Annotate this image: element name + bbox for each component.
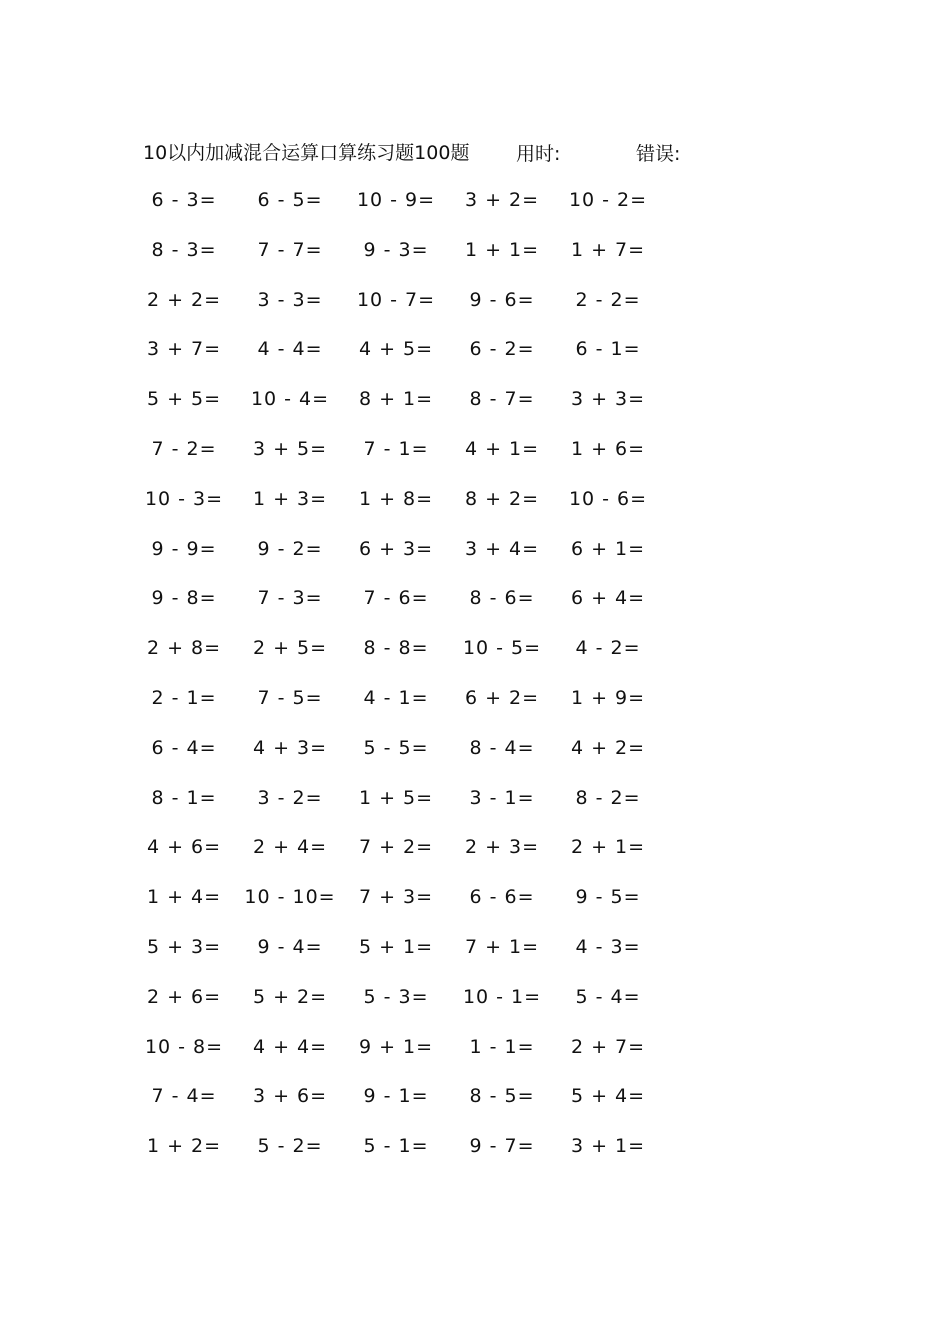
arithmetic-problem: 2 + 2=	[146, 289, 222, 311]
arithmetic-problem: 10 - 1=	[462, 986, 542, 1008]
arithmetic-problem: 1 + 3=	[252, 488, 328, 510]
arithmetic-problem: 4 + 4=	[252, 1036, 328, 1058]
arithmetic-problem: 10 - 4=	[250, 388, 330, 410]
arithmetic-problem: 4 - 1=	[363, 687, 429, 709]
arithmetic-problem: 2 - 2=	[575, 289, 641, 311]
arithmetic-problem: 6 + 4=	[570, 587, 646, 609]
errors-label: 错误:	[636, 143, 681, 165]
arithmetic-problem: 8 - 8=	[363, 637, 429, 659]
arithmetic-problem: 3 - 3=	[257, 289, 323, 311]
arithmetic-problem: 7 - 2=	[151, 438, 217, 460]
arithmetic-problem: 7 - 5=	[257, 687, 323, 709]
arithmetic-problem: 5 - 2=	[257, 1135, 323, 1157]
arithmetic-problem: 9 + 1=	[358, 1036, 434, 1058]
arithmetic-problem: 5 - 4=	[575, 986, 641, 1008]
arithmetic-problem: 5 + 5=	[146, 388, 222, 410]
arithmetic-problem: 3 + 2=	[464, 189, 540, 211]
arithmetic-problem: 1 + 9=	[570, 687, 646, 709]
arithmetic-problem: 8 - 5=	[469, 1085, 535, 1107]
arithmetic-problem: 8 + 1=	[358, 388, 434, 410]
arithmetic-problem: 5 + 3=	[146, 936, 222, 958]
arithmetic-problem: 10 - 5=	[462, 637, 542, 659]
arithmetic-problem: 1 + 2=	[146, 1135, 222, 1157]
arithmetic-problem: 3 - 2=	[257, 787, 323, 809]
arithmetic-problem: 3 + 5=	[252, 438, 328, 460]
arithmetic-problem: 7 - 6=	[363, 587, 429, 609]
arithmetic-problem: 3 + 7=	[146, 338, 222, 360]
arithmetic-problem: 6 + 2=	[464, 687, 540, 709]
arithmetic-problem: 9 - 6=	[469, 289, 535, 311]
arithmetic-problem: 7 - 3=	[257, 587, 323, 609]
arithmetic-problem: 6 - 3=	[151, 189, 217, 211]
arithmetic-problem: 4 - 4=	[257, 338, 323, 360]
arithmetic-problem: 1 + 5=	[358, 787, 434, 809]
arithmetic-problem: 7 + 3=	[358, 886, 434, 908]
arithmetic-problem: 8 - 3=	[151, 239, 217, 261]
arithmetic-problem: 10 - 3=	[144, 488, 224, 510]
arithmetic-problem: 4 + 1=	[464, 438, 540, 460]
arithmetic-problem: 4 + 5=	[358, 338, 434, 360]
arithmetic-problem: 7 - 7=	[257, 239, 323, 261]
arithmetic-problem: 8 - 6=	[469, 587, 535, 609]
arithmetic-problem: 4 + 3=	[252, 737, 328, 759]
arithmetic-problem: 9 - 1=	[363, 1085, 429, 1107]
arithmetic-problem: 8 - 4=	[469, 737, 535, 759]
arithmetic-problem: 10 - 10=	[244, 886, 336, 908]
arithmetic-problem: 5 + 2=	[252, 986, 328, 1008]
arithmetic-problem: 5 + 1=	[358, 936, 434, 958]
arithmetic-problem: 3 + 1=	[570, 1135, 646, 1157]
arithmetic-problem: 1 + 7=	[570, 239, 646, 261]
arithmetic-problem: 5 - 1=	[363, 1135, 429, 1157]
arithmetic-problem: 7 - 1=	[363, 438, 429, 460]
arithmetic-problem: 4 + 2=	[570, 737, 646, 759]
arithmetic-problem: 2 + 3=	[464, 836, 540, 858]
arithmetic-problem: 9 - 5=	[575, 886, 641, 908]
arithmetic-problem: 1 + 6=	[570, 438, 646, 460]
worksheet-title: 10以内加减混合运算口算练习题100题	[143, 141, 470, 164]
arithmetic-problem: 9 - 4=	[257, 936, 323, 958]
arithmetic-problem: 2 + 5=	[252, 637, 328, 659]
arithmetic-problem: 2 + 6=	[146, 986, 222, 1008]
arithmetic-problem: 6 + 3=	[358, 538, 434, 560]
arithmetic-problem: 1 + 1=	[464, 239, 540, 261]
arithmetic-problem: 9 - 9=	[151, 538, 217, 560]
arithmetic-problem: 1 + 4=	[146, 886, 222, 908]
arithmetic-problem: 10 - 2=	[568, 189, 648, 211]
arithmetic-problem: 7 + 2=	[358, 836, 434, 858]
arithmetic-problem: 7 + 1=	[464, 936, 540, 958]
arithmetic-problem: 2 + 8=	[146, 637, 222, 659]
arithmetic-problem: 9 - 2=	[257, 538, 323, 560]
arithmetic-problem: 3 + 6=	[252, 1085, 328, 1107]
arithmetic-problem: 9 - 8=	[151, 587, 217, 609]
arithmetic-problem: 9 - 7=	[469, 1135, 535, 1157]
arithmetic-problem: 5 - 3=	[363, 986, 429, 1008]
arithmetic-problem: 10 - 6=	[568, 488, 648, 510]
arithmetic-problem: 6 - 6=	[469, 886, 535, 908]
arithmetic-problem: 10 - 8=	[144, 1036, 224, 1058]
arithmetic-problem: 4 - 3=	[575, 936, 641, 958]
arithmetic-problem: 7 - 4=	[151, 1085, 217, 1107]
arithmetic-problem: 2 + 1=	[570, 836, 646, 858]
arithmetic-problem: 6 + 1=	[570, 538, 646, 560]
arithmetic-problem: 2 + 4=	[252, 836, 328, 858]
arithmetic-problem: 8 - 2=	[575, 787, 641, 809]
arithmetic-problem: 6 - 5=	[257, 189, 323, 211]
arithmetic-problem: 6 - 1=	[575, 338, 641, 360]
arithmetic-problem: 3 + 4=	[464, 538, 540, 560]
arithmetic-problem: 10 - 9=	[356, 189, 436, 211]
arithmetic-problem: 5 + 4=	[570, 1085, 646, 1107]
arithmetic-problem: 4 - 2=	[575, 637, 641, 659]
arithmetic-problem: 8 - 7=	[469, 388, 535, 410]
arithmetic-problem: 9 - 3=	[363, 239, 429, 261]
arithmetic-problem: 8 + 2=	[464, 488, 540, 510]
arithmetic-problem: 3 - 1=	[469, 787, 535, 809]
arithmetic-problem: 10 - 7=	[356, 289, 436, 311]
arithmetic-problem: 6 - 2=	[469, 338, 535, 360]
arithmetic-problem: 6 - 4=	[151, 737, 217, 759]
arithmetic-problem: 2 + 7=	[570, 1036, 646, 1058]
arithmetic-problem: 3 + 3=	[570, 388, 646, 410]
arithmetic-problem: 8 - 1=	[151, 787, 217, 809]
time-used-label: 用时:	[516, 143, 561, 165]
arithmetic-problem: 1 + 8=	[358, 488, 434, 510]
arithmetic-problem: 2 - 1=	[151, 687, 217, 709]
arithmetic-problem: 4 + 6=	[146, 836, 222, 858]
arithmetic-problem: 5 - 5=	[363, 737, 429, 759]
arithmetic-problem: 1 - 1=	[469, 1036, 535, 1058]
